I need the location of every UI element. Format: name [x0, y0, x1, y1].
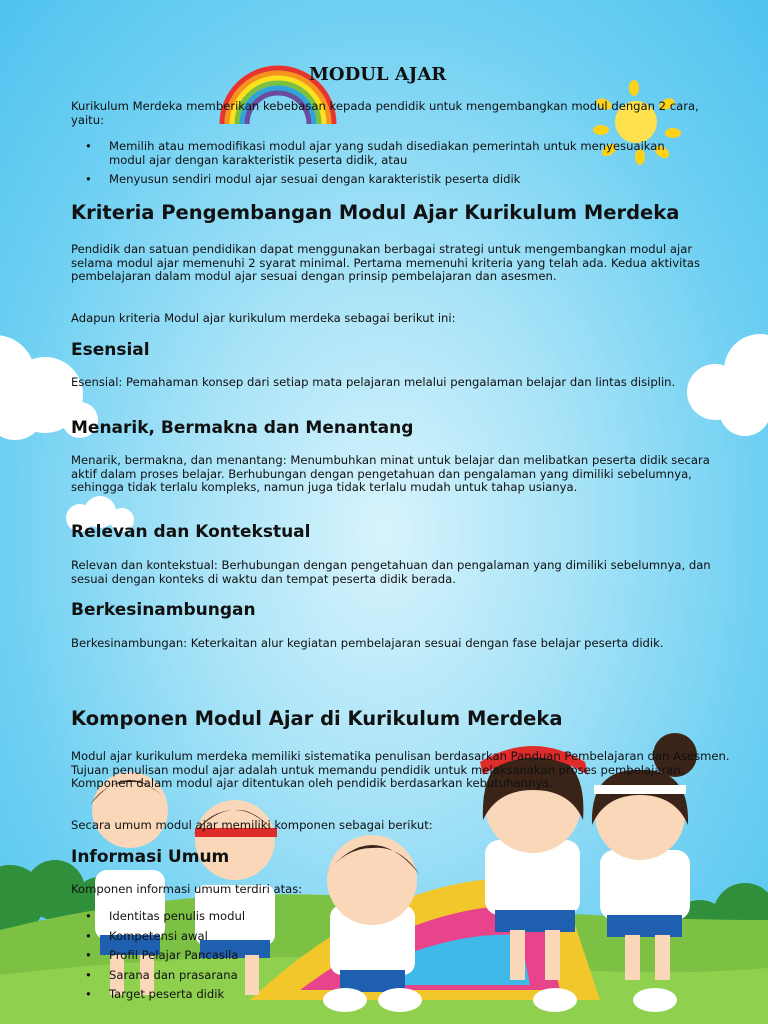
- info-list: [71, 910, 471, 1002]
- list-item: • Target peserta didik: [71, 988, 471, 1002]
- intro-bullet-list: [71, 140, 671, 187]
- criteria-text-esensial: Esensial: Pemahaman konsep dari setiap mata pelajaran melalui pengalaman belajar dan lintas disiplin.: [71, 375, 676, 389]
- kriteria-paragraph-2: Adapun kriteria Modul ajar kurikulum merdeka sebagai berikut ini:: [71, 311, 456, 325]
- criteria-heading-esensial: Esensial: [71, 340, 150, 360]
- criteria-heading-relevan: Relevan dan Kontekstual: [71, 522, 311, 542]
- criteria-heading-berkesinambungan: Berkesinambungan: [71, 600, 256, 620]
- list-item: • Kompetensi awal: [71, 930, 471, 944]
- list-item: • Sarana dan prasarana: [71, 969, 471, 983]
- list-item: • Profil Pelajar Pancasila: [71, 949, 471, 963]
- criteria-heading-menarik: Menarik, Bermakna dan Menantang: [71, 418, 414, 438]
- komponen-paragraph-1: Modul ajar kurikulum merdeka memiliki sistematika penulisan berdasarkan Panduan Pembelajaran dan Asesmen. Tujuan penulisan modul ajar adalah untuk memandu pendidik untuk melaksanakan proses pembelajaran. Komponen dalam modul ajar ditentukan oleh pendidik berdasarkan kebutuhannya.: [71, 749, 730, 791]
- document-title: MODUL AJAR: [309, 64, 447, 85]
- list-item: • Menyusun sendiri modul ajar sesuai dengan karakteristik peserta didik: [71, 173, 671, 187]
- list-item: • Identitas penulis modul: [71, 910, 471, 924]
- info-intro: Komponen informasi umum terdiri atas:: [71, 882, 303, 896]
- list-item: • Memilih atau memodifikasi modul ajar yang sudah disediakan pemerintah untuk menyesuaikan modul ajar dengan karakteristik peserta didik, atau: [71, 140, 671, 167]
- section-heading-kriteria: Kriteria Pengembangan Modul Ajar Kurikulum Merdeka: [71, 201, 680, 224]
- criteria-text-menarik: Menarik, bermakna, dan menantang: Menumbuhkan minat untuk belajar dan melibatkan peserta didik secara aktif dalam proses belajar. Berhubungan dengan pengetahuan dan pengalaman yang dimiliki sebelumnya, sehingga tidak terlalu kompleks, namun juga tidak terlalu mudah untuk tahap usianya.: [71, 453, 710, 495]
- criteria-text-berkesinambungan: Berkesinambungan: Keterkaitan alur kegiatan pembelajaran sesuai dengan fase belajar peserta didik.: [71, 636, 664, 650]
- intro-paragraph: Kurikulum Merdeka memberikan kebebasan kepada pendidik untuk mengembangkan modul dengan 2 cara, yaitu:: [71, 99, 699, 127]
- komponen-paragraph-2: Secara umum modul ajar memiliki komponen sebagai berikut:: [71, 818, 433, 832]
- criteria-text-relevan: Relevan dan kontekstual: Berhubungan dengan pengetahuan dan pengalaman yang dimiliki sebelumnya, dan sesuai dengan konteks di waktu dan tempat peserta didik berada.: [71, 558, 711, 586]
- kriteria-paragraph-1: Pendidik dan satuan pendidikan dapat menggunakan berbagai strategi untuk mengembangkan modul ajar selama modul ajar memenuhi 2 syarat minimal. Pertama memenuhi kriteria yang telah ada. Kedua aktivitas pembelajaran dalam modul ajar sesuai dengan prinsip pembelajaran dan asesmen.: [71, 242, 701, 284]
- info-heading: Informasi Umum: [71, 847, 230, 867]
- section-heading-komponen: Komponen Modul Ajar di Kurikulum Merdeka: [71, 707, 563, 730]
